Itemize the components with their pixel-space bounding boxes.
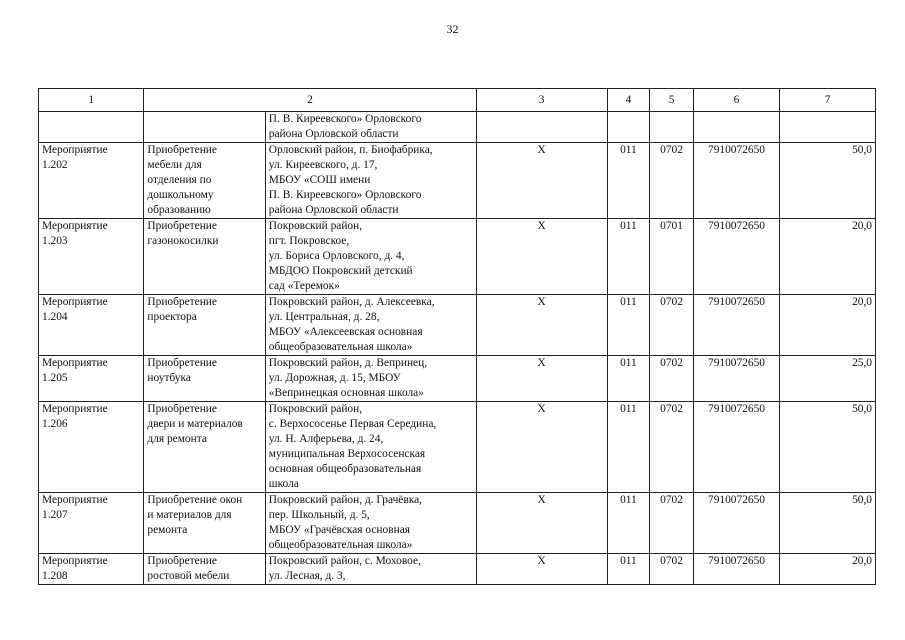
cell-code-5: 0702 <box>650 554 694 585</box>
header-col-5: 5 <box>650 89 694 112</box>
cell-amount: 50,0 <box>780 493 876 554</box>
cell-mark: Х <box>476 356 607 402</box>
cell-name: Приобретение ростовой мебели <box>144 554 265 585</box>
cell-code-5: 0702 <box>650 493 694 554</box>
cell-code-6: 7910072650 <box>693 554 779 585</box>
cell-mark: Х <box>476 402 607 493</box>
cell-code-4: 011 <box>607 143 650 219</box>
header-col-1: 1 <box>39 89 144 112</box>
cell-name: Приобретение ноутбука <box>144 356 265 402</box>
cell-amount: 20,0 <box>780 219 876 295</box>
cell-event: Мероприятие 1.202 <box>39 143 144 219</box>
cell-code-4 <box>607 112 650 143</box>
cell-code-6: 7910072650 <box>693 493 779 554</box>
cell-event <box>39 112 144 143</box>
cell-code-6: 7910072650 <box>693 143 779 219</box>
table-row <box>39 219 876 295</box>
cell-name: Приобретение мебели для отделения по дошкольному образованию <box>144 143 265 219</box>
cell-address: Покровский район, д. Грачёвка, пер. Школьный, д. 5, МБОУ «Грачёвская основная общеобразовательная школа» <box>265 493 476 554</box>
cell-name: Приобретение окон и материалов для ремонта <box>144 493 265 554</box>
cell-mark: Х <box>476 143 607 219</box>
cell-mark <box>476 112 607 143</box>
table-row <box>39 295 876 356</box>
cell-name: Приобретение проектора <box>144 295 265 356</box>
header-col-7: 7 <box>780 89 876 112</box>
cell-code-6: 7910072650 <box>693 356 779 402</box>
cell-code-6: 7910072650 <box>693 219 779 295</box>
cell-address: Покровский район, д. Алексеевка, ул. Центральная, д. 28, МБОУ «Алексеевская основная общеобразовательная школа» <box>265 295 476 356</box>
header-col-2: 2 <box>144 89 476 112</box>
cell-event: Мероприятие 1.203 <box>39 219 144 295</box>
cell-mark: Х <box>476 219 607 295</box>
table-row <box>39 402 876 493</box>
table-row <box>39 143 876 219</box>
header-col-4: 4 <box>607 89 650 112</box>
cell-amount: 20,0 <box>780 554 876 585</box>
cell-code-5: 0702 <box>650 356 694 402</box>
cell-address: Покровский район, с. Верхососенье Первая Середина, ул. Н. Алферьева, д. 24, муниципальная Верхососенская основная общеобразовательная школа <box>265 402 476 493</box>
cell-mark: Х <box>476 295 607 356</box>
cell-event: Мероприятие 1.204 <box>39 295 144 356</box>
cell-amount: 50,0 <box>780 143 876 219</box>
cell-amount: 25,0 <box>780 356 876 402</box>
cell-address: Орловский район, п. Биофабрика, ул. Киреевского, д. 17, МБОУ «СОШ имени П. В. Киреевского» Орловского района Орловской области <box>265 143 476 219</box>
header-row <box>39 89 876 112</box>
cell-address: Покровский район, с. Моховое, ул. Лесная, д. 3, <box>265 554 476 585</box>
cell-event: Мероприятие 1.205 <box>39 356 144 402</box>
cell-code-5: 0702 <box>650 295 694 356</box>
cell-code-4: 011 <box>607 493 650 554</box>
cell-amount: 50,0 <box>780 402 876 493</box>
cell-code-5: 0701 <box>650 219 694 295</box>
cell-code-4: 011 <box>607 402 650 493</box>
cell-address: Покровский район, д. Вепринец, ул. Дорожная, д. 15, МБОУ «Вепринецкая основная школа» <box>265 356 476 402</box>
page-number: 32 <box>446 22 459 36</box>
table-row <box>39 493 876 554</box>
cell-code-4: 011 <box>607 356 650 402</box>
cell-code-6: 7910072650 <box>693 295 779 356</box>
table-header <box>39 89 876 112</box>
cell-mark: Х <box>476 493 607 554</box>
cell-event: Мероприятие 1.208 <box>39 554 144 585</box>
cell-mark: Х <box>476 554 607 585</box>
cell-address: Покровский район, пгт. Покровское, ул. Бориса Орловского, д. 4, МБДОО Покровский детский сад «Теремок» <box>265 219 476 295</box>
cell-name: Приобретение газонокосилки <box>144 219 265 295</box>
cell-code-4: 011 <box>607 219 650 295</box>
cell-name: Приобретение двери и материалов для ремонта <box>144 402 265 493</box>
cell-code-5 <box>650 112 694 143</box>
budget-table <box>38 88 876 585</box>
cell-event: Мероприятие 1.207 <box>39 493 144 554</box>
table-row <box>39 554 876 585</box>
cell-address: П. В. Киреевского» Орловского района Орловской области <box>265 112 476 143</box>
cell-code-4: 011 <box>607 554 650 585</box>
cell-code-5: 0702 <box>650 402 694 493</box>
cell-amount: 20,0 <box>780 295 876 356</box>
cell-name <box>144 112 265 143</box>
table-row <box>39 356 876 402</box>
table-body <box>39 112 876 585</box>
header-col-6: 6 <box>693 89 779 112</box>
header-col-3: 3 <box>476 89 607 112</box>
cell-event: Мероприятие 1.206 <box>39 402 144 493</box>
cell-code-4: 011 <box>607 295 650 356</box>
cell-code-6: 7910072650 <box>693 402 779 493</box>
cell-amount <box>780 112 876 143</box>
continuation-row <box>39 112 876 143</box>
cell-code-6 <box>693 112 779 143</box>
cell-code-5: 0702 <box>650 143 694 219</box>
